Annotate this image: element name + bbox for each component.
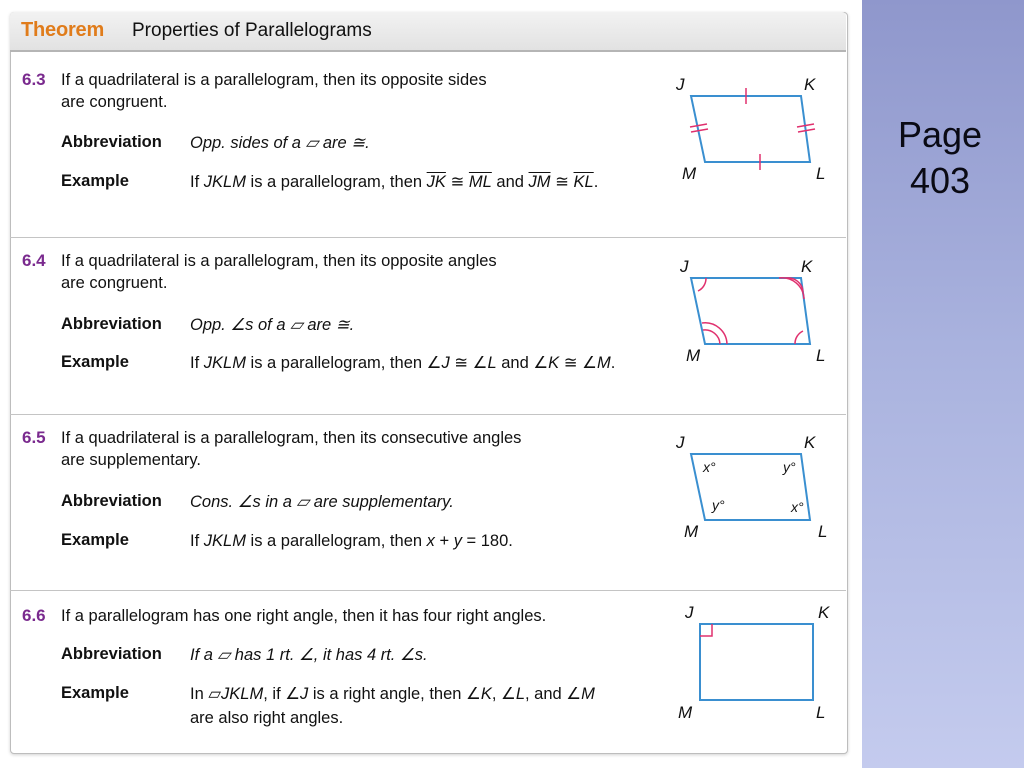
- section-divider: [10, 590, 846, 591]
- vertex-label: M: [686, 346, 701, 365]
- abbreviation-text: Opp. ∠s of a ▱ are ≅.: [190, 316, 355, 334]
- abbreviation-label: Abbreviation: [61, 645, 162, 663]
- theorem-number: 6.3: [22, 70, 46, 89]
- parallelogram-figure: [670, 254, 830, 366]
- example-label: Example: [61, 172, 129, 190]
- example-text: If JKLM is a parallelogram, then $\overline{JK}$ ≅ $\overline{ML}$ and $\overline{JM}$ ≅ $\overline{KL}$.: [190, 173, 599, 191]
- abbreviation-label: Abbreviation: [61, 133, 162, 151]
- angle-label: x°: [703, 459, 716, 475]
- page-number: 403: [909, 160, 971, 201]
- theorem-statement: [61, 69, 487, 113]
- vertex-label: M: [684, 522, 699, 541]
- theorem-statement: [61, 605, 546, 627]
- parallelogram-figure: [670, 72, 830, 184]
- vertex-label: L: [818, 522, 828, 541]
- example-label: Example: [61, 353, 129, 371]
- right-angle-marker: [700, 624, 712, 636]
- abbreviation-label: Abbreviation: [61, 492, 162, 510]
- abbreviation-text: If a ▱ has 1 rt. ∠, it has 4 rt. ∠s.: [190, 646, 428, 664]
- example-text: In ▱JKLM, if ∠J is a right angle, then ∠K, ∠L, and ∠M are also right angles.: [190, 685, 595, 727]
- example-text: If JKLM is a parallelogram, then ∠J ≅ ∠L and ∠K ≅ ∠M.: [190, 354, 616, 372]
- section-divider: [10, 414, 846, 415]
- vertex-label: J: [676, 75, 685, 94]
- vertex-label: M: [682, 164, 697, 183]
- vertex-label: J: [685, 603, 694, 622]
- vertex-label: K: [801, 257, 813, 276]
- vertex-label: K: [804, 433, 816, 452]
- section-divider: [10, 237, 846, 238]
- statement-line: If a quadrilateral is a parallelogram, then its opposite sides: [61, 71, 487, 89]
- statement-line: If a parallelogram has one right angle, then it has four right angles.: [61, 607, 547, 625]
- theorem-number: 6.4: [22, 251, 46, 270]
- vertex-label: L: [816, 703, 826, 722]
- parallelogram-figure: [670, 432, 830, 544]
- theorem-number: 6.6: [22, 606, 46, 625]
- header-title: Properties of Parallelograms: [132, 20, 372, 41]
- vertex-label: J: [680, 257, 689, 276]
- angle-label: x°: [791, 499, 804, 515]
- theorem-statement: [61, 427, 521, 471]
- statement-line: If a quadrilateral is a parallelogram, then its consecutive angles: [61, 429, 522, 447]
- statement-line: are congruent.: [61, 93, 168, 111]
- theorem-number: 6.5: [22, 428, 46, 447]
- example-text: If JKLM is a parallelogram, then x + y = 180.: [190, 532, 513, 550]
- theorem-statement: [61, 250, 497, 294]
- vertex-label: K: [818, 603, 830, 622]
- statement-line: are supplementary.: [61, 451, 202, 469]
- header-tag: Theorem: [21, 19, 105, 41]
- angle-label: y°: [783, 459, 796, 475]
- vertex-label: M: [678, 703, 693, 722]
- example-label: Example: [61, 684, 129, 702]
- abbreviation-text: Opp. sides of a ▱ are ≅.: [190, 134, 370, 152]
- abbreviation-text: Cons. ∠s in a ▱ are supplementary.: [190, 493, 454, 511]
- statement-line: are congruent.: [61, 274, 168, 292]
- angle-label: y°: [712, 497, 725, 513]
- page-reference: [868, 112, 1012, 204]
- vertex-label: K: [804, 75, 816, 94]
- page-word: Page: [897, 114, 983, 155]
- vertex-label: J: [676, 433, 685, 452]
- statement-line: If a quadrilateral is a parallelogram, then its opposite angles: [61, 252, 497, 270]
- abbreviation-label: Abbreviation: [61, 315, 162, 333]
- rectangle-figure: [670, 602, 830, 722]
- vertex-label: L: [816, 346, 826, 365]
- example-label: Example: [61, 531, 129, 549]
- vertex-label: L: [816, 164, 826, 183]
